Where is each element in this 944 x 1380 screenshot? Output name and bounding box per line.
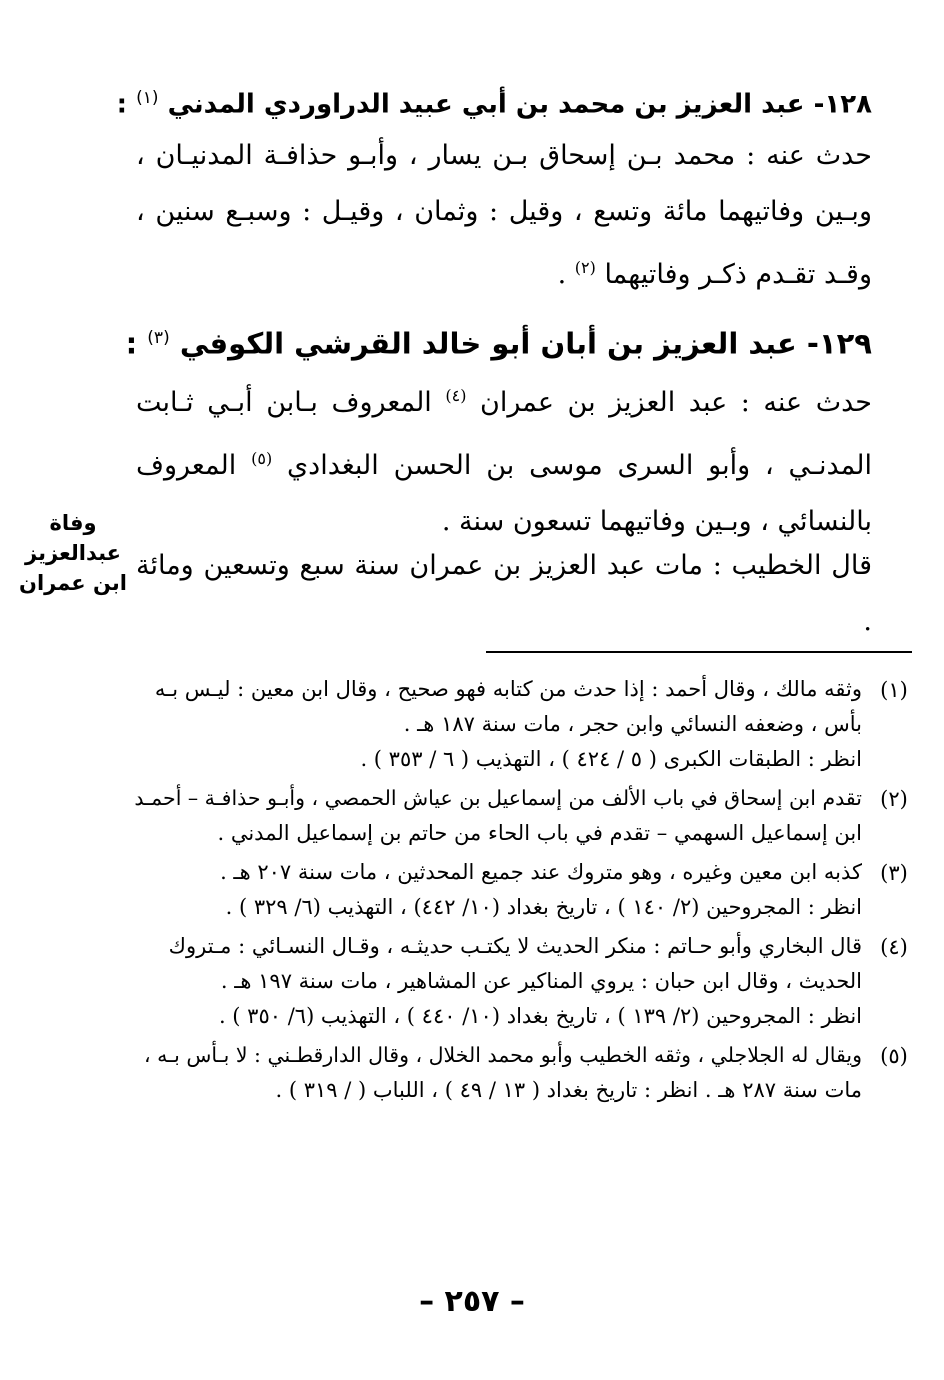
margin-note-line: عبدالعزيز (25, 541, 121, 565)
footnote-line: تقدم ابن إسحاق في باب الألف من إسماعيل بن عياش الحمصي ، وأبـو حذافـة – أحمـد (134, 786, 862, 810)
footnote-line: انظر : المجروحين (٢/ ١٤٠ ) ، تاريخ بغداد (١٠/ ٤٤٢) ، التهذيب (٦/ ٣٢٩ ) . (225, 895, 862, 919)
footnote-line: ابن إسماعيل السهمي – تقدم في باب الحاء من حاتم بن إسماعيل المدني . (217, 821, 862, 845)
footnote-line: مات سنة ٢٨٧ هـ . انظر : تاريخ بغداد ( ١٣ / ٤٩ ) ، اللباب ( / ٣١٩ ) . (275, 1078, 862, 1102)
margin-note-line: وفاة (49, 511, 97, 535)
entry-129-paragraph (136, 368, 872, 550)
footnotes (132, 672, 914, 1112)
footnote-ref-2[interactable]: (٢) (574, 258, 596, 277)
khatib-quote: قال الخطيب : مات عبد العزيز بن عمران سنة سبع وتسعين ومائة . (136, 550, 872, 637)
footnote-ref-3[interactable]: (٣) (147, 328, 170, 348)
entry-129-text-a: حدث عنه : عبد العزيز بن عمران (466, 387, 872, 418)
entry-129-title: ١٢٩- عبد العزيز بن أبان أبو خالد القرشي الكوفي (179, 326, 872, 361)
footnote-line: بأس ، وضعفه النسائي وابن حجر ، مات سنة ١٨٧ هـ . (403, 712, 862, 736)
footnote-2 (132, 781, 914, 851)
entry-129-text-c: المعروف بالنسائي ، وبـين وفاتيهما تسعون سنة . (136, 450, 872, 537)
margin-note (14, 508, 132, 598)
footnote-number: (٤) (880, 935, 908, 959)
footnote-line: الحديث ، وقال ابن حبان : يروي المناكير عن المشاهير ، مات سنة ١٩٧ هـ . (220, 969, 862, 993)
entry-128-paragraph (136, 128, 872, 303)
footnote-5 (132, 1038, 914, 1108)
entry-129-text-b: المعروف بـابن أبـي ثـابت المدنـي ، وأبو السرى موسى بن الحسن البغدادي (136, 387, 873, 481)
footnote-number: (٥) (880, 1044, 908, 1068)
footnote-number: (٢) (880, 787, 908, 811)
footnote-line: انظر : الطبقات الكبرى ( ٥ / ٤٢٤ ) ، التهذيب ( ٦ / ٣٥٣ ) . (360, 747, 862, 771)
entry-128-title: ١٢٨- عبد العزيز بن محمد بن أبي عبيد الدراوردي المدني (167, 89, 872, 120)
entry-129-khatib-paragraph (136, 538, 872, 650)
footnote-1 (132, 672, 914, 777)
footnote-line: كذبه ابن معين وغيره ، وهو متروك عند جميع المحدثين ، مات سنة ٢٠٧ هـ . (220, 860, 862, 884)
entry-128-text: حدث عنه : محمد بـن إسحاق بـن يسار ، وأبـو حذافـة المدنيـان ، وبـين وفاتيهما مائة وتسع ، وقيل : وثمان ، وقيـل : وسبـع سنين ، وقـد تقـدم ذكـر وفاتيهما (136, 140, 872, 290)
page-number: – ٢٥٧ – (419, 1284, 525, 1319)
footnote-line: انظر : المجروحين (٢/ ١٣٩ ) ، تاريخ بغداد (١٠/ ٤٤٠ ) ، التهذيب (٦/ ٣٥٠ ) . (218, 1004, 862, 1028)
footnote-4 (132, 929, 914, 1034)
footnote-ref-1[interactable]: (١) (136, 88, 159, 108)
footnote-line: ويقال له الجلاجلي ، وثقه الخطيب وأبو محمد الخلال ، وقال الدارقطـني : لا بـأس بـه ، (143, 1043, 862, 1067)
footnote-number: (٣) (880, 861, 908, 885)
entry-128-colon: : (116, 89, 137, 120)
footnote-3 (132, 855, 914, 925)
entry-129-heading (112, 318, 872, 364)
footnote-number: (١) (880, 678, 908, 702)
footnote-ref-5[interactable]: (٥) (251, 449, 273, 468)
margin-note-line: ابن عمران (19, 571, 127, 595)
entry-128-end: . (557, 259, 575, 290)
footnote-line: قال البخاري وأبو حـاتم : منكر الحديث لا يكتـب حديثـه ، وقـال النسـائي : مـتروك (168, 934, 862, 958)
entry-128-heading (112, 78, 872, 125)
entry-129-colon: : (125, 326, 148, 361)
footnote-line: وثقه مالك ، وقال أحمد : إذا حدث من كتابه فهو صحيح ، وقال ابن معين : ليـس بـه (154, 677, 862, 701)
footnote-ref-4[interactable]: (٤) (445, 386, 467, 405)
footnote-separator (486, 651, 912, 653)
